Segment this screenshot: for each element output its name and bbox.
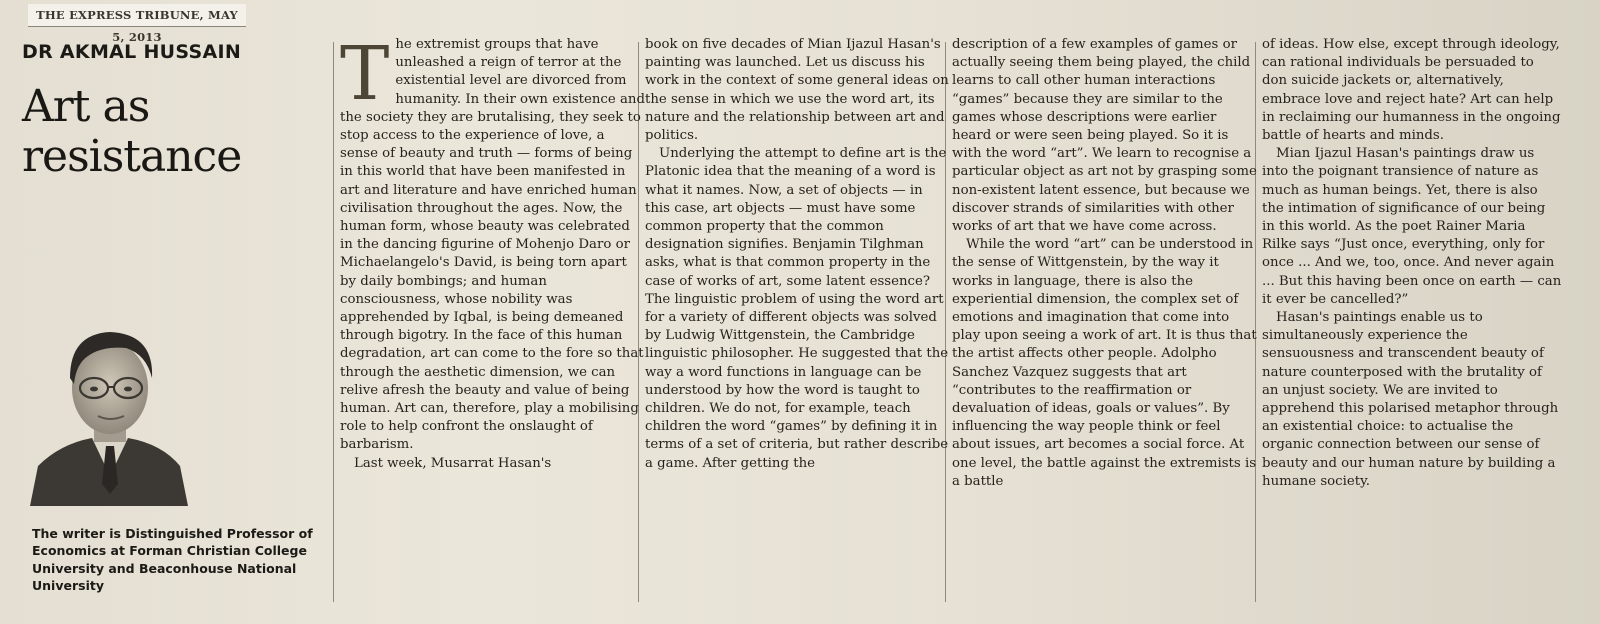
article-column-3 [952,36,1257,491]
article-column-4 [1262,36,1562,491]
article-paragraph: of ideas. How else, except through ideology, can rational individuals be persuaded to don suicide jackets or, alternatively, embrace love and reject hate? Art can help in reclaiming our humanness in the ongoing battle of hearts and minds. [1262,37,1561,144]
author-bio-caption: The writer is Distinguished Professor of Economics at Forman Christian College University and Beaconhouse National University [32,526,313,593]
article-paragraph: Hasan's paintings enable us to simultaneously experience the sensuousness and transcendent beauty of nature counterposed with the brutality of an unjust society. We are invited to apprehend this polarised metaphor through an existential choice: to actualise the organic connection between our sense of beauty and our human nature by building a humane society. [1262,310,1559,489]
author-portrait-photo [30,316,190,506]
article-headline: Art as resistance [22,81,242,182]
portrait-icon [30,316,190,506]
article-column-2 [645,36,950,473]
column-divider [333,42,334,602]
article-paragraph: The extremist groups that have unleashed a reign of terror at the existential level are divorced from humanity. In their own existence and the society they are brutalising, they seek to stop access to the experience of love, a sense of beauty and truth — forms of being in this world that have been manifested in art and literature and have enriched human civilisation throughout the ages. Now, the human form, whose beauty was celebrated in the dancing figurine of Mohenjo Daro or Michaelangelo's David, is being torn apart by daily bombings; and human consciousness, whose nobility was apprehended by Iqbal, is being demeaned through bigotry. In the face of this human degradation, art can come to the fore so that through the aesthetic dimension, we can relive afresh the beauty and value of being human. Art can, therefore, play a mobilising role to help confront the onslaught of barbarism. [340,31,645,453]
article-paragraph: Underlying the attempt to define art is the Platonic idea that the meaning of a word is what it names. Now, a set of objects — in this case, art objects — must have some common property that the common designation signifies. Benjamin Tilghman asks, what is that common property in the case of works of art, some latent essence? The linguistic problem of using the word art for a variety of different objects was solved by Ludwig Wittgenstein, the Cambridge linguistic philosopher. He suggested that the way a word functions in language can be understood by how the word is taught to children. We do not, for example, teach children the word “games” by defining it in terms of a set of criteria, but rather describe a game. After getting the [645,146,949,471]
article-paragraph: Last week, Musarrat Hasan's [354,455,552,471]
article-paragraph: Mian Ijazul Hasan's paintings draw us into the poignant transience of nature as much as human beings. Yet, there is also the intimation of significance of our being in this world. As the poet Rainer Maria Rilke says “Just once, everything, only for once ... And we, too, once. And never again ... But this having been once on earth — can it ever be cancelled?” [1262,146,1562,307]
article-column-1 [340,31,645,473]
newspaper-masthead: THE EXPRESS TRIBUNE, MAY 5, 2013 [28,4,246,27]
author-byline: DR AKMAL HUSSAIN [22,41,242,63]
drop-cap: T [340,31,390,117]
article-paragraph: While the word “art” can be understood in the sense of Wittgenstein, by the way it works in language, there is also the experiential dimension, the complex set of emotions and imagination that come into play upon seeing a work of art. It is thus that the artist affects other people. Adolpho Sanchez Vazquez suggests that art “contributes to the reaffirmation or devaluation of ideas, goals or values”. By influencing the way people think or feel about issues, art becomes a social force. At one level, the battle against the extremists is a battle [952,237,1257,489]
article-paragraph: description of a few examples of games or actually seeing them being played, the child learns to call other human interactions “games” because they are similar to the games whose descriptions were earlier heard or were seen being played. So it is with the word “art”. We learn to recognise a particular object as art not by grasping some non-existent latent essence, but because we discover strands of similarities with other works of art that we have come across. [952,37,1257,235]
article-paragraph: book on five decades of Mian Ijazul Hasan's painting was launched. Let us discuss his work in the context of some general ideas on the sense in which we use the word art, its nature and the relationship between art and politics. [645,37,949,144]
